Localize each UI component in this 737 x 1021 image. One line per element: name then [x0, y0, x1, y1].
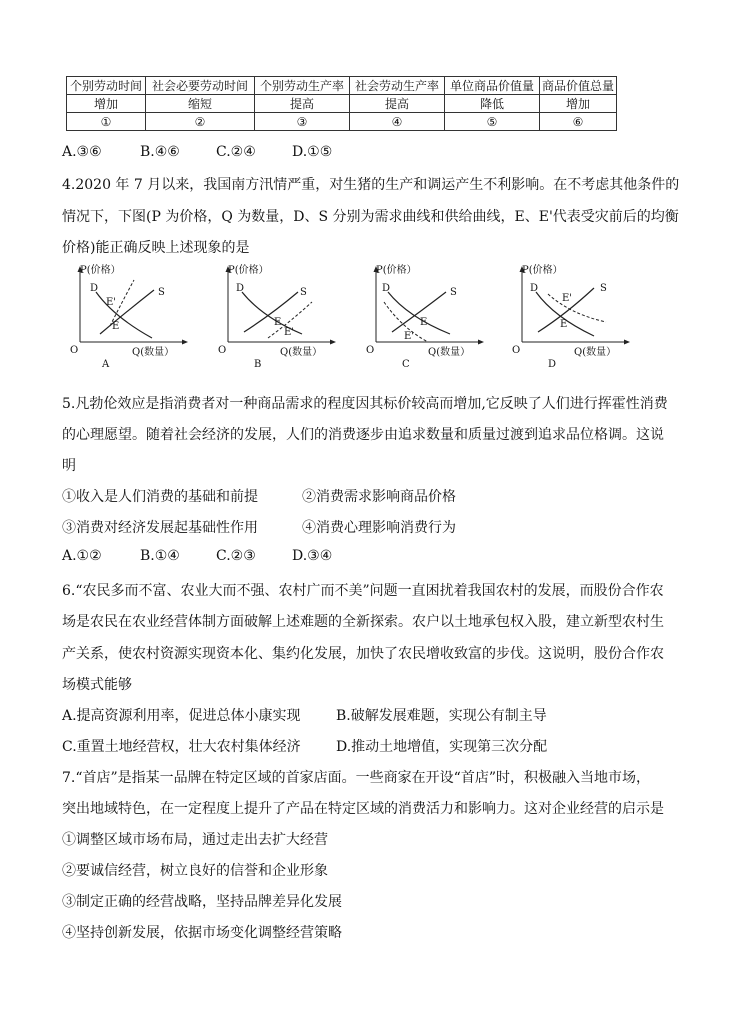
q6-stem-line: 6.“农民多而不富、农业大而不强、农村广而不美”问题一直困扰着我国农村的发展，而股份合作农: [62, 583, 664, 599]
table-row: [67, 113, 617, 131]
table-cell: 提高: [255, 95, 350, 113]
q7-item: ②要诚信经营，树立良好的信誉和企业形象: [62, 863, 328, 879]
q7-item: ③制定正确的经营战略，坚持品牌差异化发展: [62, 894, 342, 910]
q5-item: ②消费需求影响商品价格: [302, 489, 456, 505]
q5-stem-line: 明: [62, 458, 76, 474]
e-prime-label: E': [106, 297, 117, 308]
q6-option-b: B.破解发展难题，实现公有制主导: [336, 708, 547, 724]
q5-stem-line: 5.凡勃伦效应是指消费者对一种商品需求的程度因其标价较高而增加,它反映了人们进行挥霍性消费: [62, 396, 668, 412]
q5-item: ①收入是人们消费的基础和前提: [62, 489, 258, 505]
p-axis-label: P(价格）: [376, 265, 417, 276]
q4-graphs: [60, 262, 620, 374]
q5-option-b: B.①④: [140, 548, 180, 564]
q6-option-c: C.重置土地经营权，壮大农村集体经济: [62, 739, 301, 755]
q3-option-c: C.②④: [216, 144, 256, 160]
table-cell: 增加: [67, 95, 146, 113]
table-header-row: [67, 77, 617, 95]
graph-letter: A: [102, 359, 110, 370]
q3-option-b: B.④⑥: [140, 144, 180, 160]
graph-d-diagram: [508, 262, 638, 374]
e-label: E: [560, 319, 568, 330]
q7-stem-line: 7.“首店”是指某一品牌在特定区域的首家店面。一些商家在开设“首店”时，积极融入当地市场，: [62, 770, 650, 786]
supply-demand-graph-a: [66, 262, 196, 374]
q6-option-d: D.推动土地增值，实现第三次分配: [336, 739, 548, 755]
supply-label: S: [300, 287, 307, 298]
table-header-cell: 社会劳动生产率: [350, 77, 445, 95]
q-axis-label: Q(数量）: [280, 347, 323, 358]
q3-option-a: A.③⑥: [62, 144, 102, 160]
graph-letter: B: [254, 359, 262, 370]
q7-item: ①调整区域市场布局，通过走出去扩大经营: [62, 832, 328, 848]
table-cell: 增加: [540, 95, 617, 113]
demand-label: D: [382, 283, 391, 294]
q6-stem-line: 产关系，使农村资源实现资本化、集约化发展，加快了农民增收致富的步伐。这说明，股份合作农: [62, 646, 664, 662]
q5-option-a: A.①②: [62, 548, 102, 564]
q6-option-a: A.提高资源利用率，促进总体小康实现: [62, 708, 301, 724]
table-cell: ②: [146, 113, 255, 131]
e-prime-label: E': [284, 327, 295, 338]
table-header-cell: 个别劳动时间: [67, 77, 146, 95]
q-axis-label: Q(数量）: [132, 347, 175, 358]
e-prime-label: E': [404, 331, 415, 342]
p-axis-label: P(价格）: [80, 265, 121, 276]
supply-label: S: [450, 287, 457, 298]
table-cell: ③: [255, 113, 350, 131]
q5-stem-line: 的心理愿望。随着社会经济的发展，人们的消费逐步由追求数量和质量过渡到追求品位格调。这说: [62, 427, 664, 443]
demand-label: D: [90, 283, 99, 294]
q6-stem-line: 场模式能够: [62, 677, 132, 693]
graph-a-diagram: [66, 262, 196, 374]
demand-label: D: [236, 283, 245, 294]
e-label: E: [274, 317, 282, 328]
supply-label: S: [158, 287, 165, 298]
q7-item: ④坚持创新发展，依据市场变化调整经营策略: [62, 925, 342, 941]
supply-demand-graph-c: [362, 262, 492, 374]
table-cell: 提高: [350, 95, 445, 113]
graph-letter: C: [402, 359, 410, 370]
origin-label: O: [512, 345, 521, 356]
q5-item: ③消费对经济发展起基础性作用: [62, 520, 258, 536]
p-axis-label: P(价格）: [522, 265, 563, 276]
p-axis-label: P(价格）: [228, 265, 269, 276]
supply-label: S: [600, 283, 607, 294]
table-row: [67, 95, 617, 113]
table-header-cell: 商品价值总量: [540, 77, 617, 95]
q6-stem-line: 场是农民在农业经营体制方面破解上述难题的全新探索。农户以土地承包权入股，建立新型农村生: [62, 614, 664, 630]
q3-option-d: D.①⑤: [292, 144, 333, 160]
table-cell: ⑤: [445, 113, 540, 131]
table-cell: 降低: [445, 95, 540, 113]
origin-label: O: [218, 345, 227, 356]
q-axis-label: Q(数量）: [428, 347, 471, 358]
table-cell: ⑥: [540, 113, 617, 131]
q4-stem-line: 情况下，下图(P 为价格，Q 为数量，D、S 分别为需求曲线和供给曲线，E、E'代表受灾前后的均衡: [62, 209, 679, 225]
graph-letter: D: [548, 359, 557, 370]
q7-stem-line: 突出地域特色，在一定程度上提升了产品在特定区域的消费活力和影响力。这对企业经营的启示是: [62, 801, 664, 817]
origin-label: O: [70, 345, 79, 356]
table-header-cell: 社会必要劳动时间: [146, 77, 255, 95]
demand-label: D: [530, 283, 539, 294]
table-header-cell: 单位商品价值量: [445, 77, 540, 95]
supply-demand-graph-d: [508, 262, 638, 374]
q5-option-d: D.③④: [292, 548, 333, 564]
q4-stem-line: 4.2020 年 7 月以来，我国南方汛情严重，对生猪的生产和调运产生不利影响。在不考虑其他条件的: [62, 177, 680, 193]
e-label: E: [112, 321, 120, 332]
q5-item: ④消费心理影响消费行为: [302, 520, 456, 536]
supply-demand-graph-b: [214, 262, 344, 374]
q3-table: [66, 76, 617, 131]
table-cell: ①: [67, 113, 146, 131]
q5-option-c: C.②③: [216, 548, 256, 564]
e-label: E: [420, 317, 428, 328]
table-header-cell: 个别劳动生产率: [255, 77, 350, 95]
table-cell: ④: [350, 113, 445, 131]
e-prime-label: E': [562, 293, 573, 304]
q4-stem-line: 价格)能正确反映上述现象的是: [62, 240, 250, 256]
origin-label: O: [366, 345, 375, 356]
table-cell: 缩短: [146, 95, 255, 113]
q-axis-label: Q(数量）: [574, 347, 617, 358]
